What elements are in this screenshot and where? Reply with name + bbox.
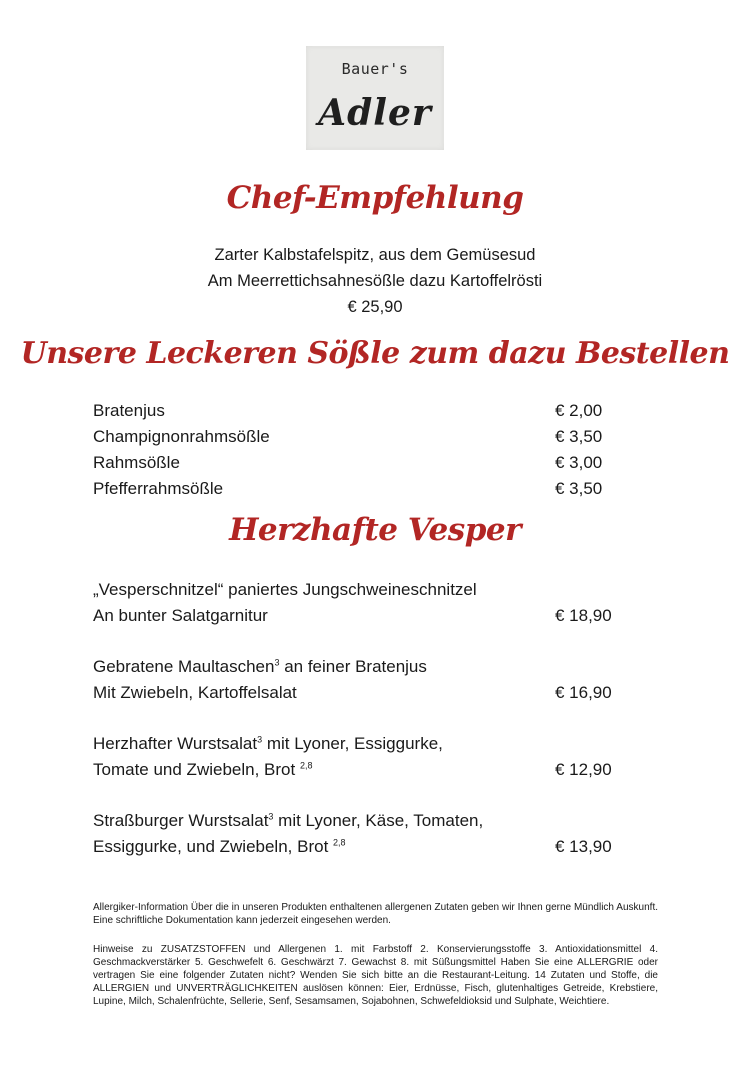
logo-line-adler: Adler xyxy=(318,92,432,134)
sauce-name: Bratenjus xyxy=(93,401,165,420)
sauce-price: € 2,00 xyxy=(555,401,603,420)
allergy-information: Allergiker-Information Über die in unseren Produkten enthaltenen allergenen Zutaten geben wir Ihnen gerne Mündlich Auskunft. Eine schriftliche Dokumentation kann jederzeit eingesehen werden. xyxy=(93,902,658,926)
vesper-item-line-1: „Vesperschnitzel“ paniertes Jungschweineschnitzel xyxy=(93,580,477,599)
chef-dish-price: € 25,90 xyxy=(347,298,403,316)
sauce-price: € 3,00 xyxy=(555,453,603,472)
vesper-item-line-1: Gebratene Maultaschen$^3$ an feiner Bratenjus xyxy=(93,657,427,676)
vesper-item-line-2: Tomate und Zwiebeln, Brot $^{2,8}$ xyxy=(93,760,313,779)
chef-dish-line-1: Zarter Kalbstafelspitz, aus dem Gemüsesud xyxy=(214,246,536,264)
vesper-item-price: € 13,90 xyxy=(555,837,612,856)
logo-line-bauers: Bauer's xyxy=(341,60,409,78)
sauce-name: Champignonrahmsößle xyxy=(93,427,270,446)
vesper-item-line-2: Mit Zwiebeln, Kartoffelsalat xyxy=(93,683,297,702)
sauces-heading: Unsere Leckeren Sößle zum dazu Bestellen xyxy=(20,336,730,371)
vesper-item-line-2: Essiggurke, und Zwiebeln, Brot $^{2,8}$ xyxy=(93,837,346,856)
chef-dish-line-2: Am Meerrettichsahnesößle dazu Kartoffelrösti xyxy=(207,272,543,290)
vesper-item-line-1: Herzhafter Wurstsalat$^3$ mit Lyoner, Essiggurke, xyxy=(93,734,443,753)
sauce-price: € 3,50 xyxy=(555,479,603,498)
sauce-price: € 3,50 xyxy=(555,427,603,446)
vesper-item-price: € 18,90 xyxy=(555,606,612,625)
sauce-name: Rahmsößle xyxy=(93,453,180,472)
vesper-item-price: € 12,90 xyxy=(555,760,612,779)
additives-information: Hinweise zu ZUSATZSTOFFEN und Allergenen 1. mit Farbstoff 2. Konservierungsstoffe 3. Antioxidationsmittel 4. Geschmackverstärker 5. Geschwefelt 6. Geschwärzt 7. Gewachst 8. mit Süßungsmittel Haben Sie eine ALLERGRIE oder vertragen Sie eine folgender Zutaten nicht? Wenden Sie sich bitte an die Restaurant-Leitung. 14 Zutaten und Stoffe, die ALLERGIEN und UNVERTRÄGLICHKEITEN auslösen können: Eier, Erdnüsse, Fisch, glutenhaltiges Getreide, Krebstiere, Lupine, Milch, Schalenfrüchte, Sellerie, Senf, Sesamsamen, Sojabohnen, Schwefeldioksid und Sulphate, Weichtiere. xyxy=(93,944,658,1007)
sauce-name: Pfefferrahmsößle xyxy=(93,479,224,498)
vesper-heading: Herzhafte Vesper xyxy=(229,512,521,548)
restaurant-logo xyxy=(306,46,444,150)
vesper-item-line-1: Straßburger Wurstsalat$^3$ mit Lyoner, Käse, Tomaten, xyxy=(93,811,484,830)
vesper-item-price: € 16,90 xyxy=(555,683,612,702)
vesper-item-line-2: An bunter Salatgarnitur xyxy=(93,606,268,625)
chef-recommendation-heading: Chef-Empfehlung xyxy=(226,180,524,216)
